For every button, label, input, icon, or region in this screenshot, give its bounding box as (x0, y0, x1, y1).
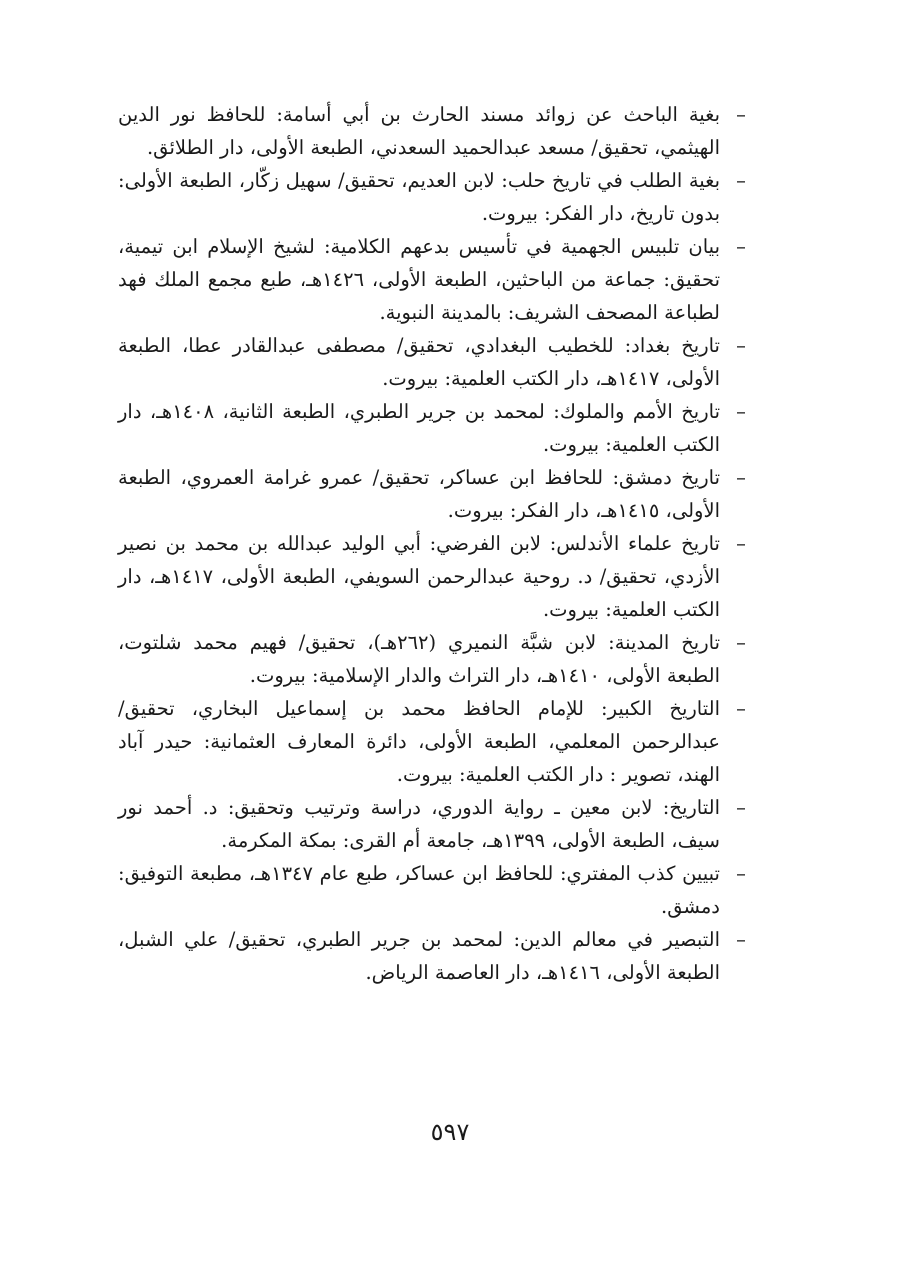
bibliography-entry (118, 791, 750, 857)
entry-text: تاريخ المدينة: لابن شبَّة النميري (٢٦٢هـ)، تحقيق/ فهيم محمد شلتوت، الطبعة الأولى، ١٤١٠هـ، دار التراث والدار الإسلامية: بيروت. (118, 631, 720, 687)
bibliography-entry (118, 626, 750, 692)
dash-bullet: – (736, 466, 746, 489)
bibliography-list (118, 98, 750, 989)
entry-text: بغية الطلب في تاريخ حلب: لابن العديم، تحقيق/ سهيل زكّار، الطبعة الأولى: بدون تاريخ، دار الفكر: بيروت. (118, 169, 720, 225)
entry-text: التاريخ: لابن معين ـ رواية الدوري، دراسة وترتيب وتحقيق: د. أحمد نور سيف، الطبعة الأولى، ١٣٩٩هـ، جامعة أم القرى: بمكة المكرمة. (118, 796, 720, 852)
entry-text: تاريخ الأمم والملوك: لمحمد بن جرير الطبري، الطبعة الثانية، ١٤٠٨هـ، دار الكتب العلمية: بيروت. (118, 400, 720, 456)
entry-text: بغية الباحث عن زوائد مسند الحارث بن أبي أسامة: للحافظ نور الدين الهيثمي، تحقيق/ مسعد عبدالحميد السعدني، الطبعة الأولى، دار الطلائق. (118, 103, 720, 159)
dash-bullet: – (736, 697, 746, 720)
dash-bullet: – (736, 532, 746, 555)
bibliography-entry (118, 98, 750, 164)
dash-bullet: – (736, 169, 746, 192)
bibliography-entry (118, 329, 750, 395)
dash-bullet: – (736, 862, 746, 885)
entry-text: بيان تلبيس الجهمية في تأسيس بدعهم الكلامية: لشيخ الإسلام ابن تيمية، تحقيق: جماعة من الباحثين، الطبعة الأولى، ١٤٢٦هـ، طبع مجمع الملك فهد لطباعة المصحف الشريف: بالمدينة النبوية. (118, 235, 720, 324)
dash-bullet: – (736, 631, 746, 654)
entry-text: التبصير في معالم الدين: لمحمد بن جرير الطبري، تحقيق/ علي الشبل، الطبعة الأولى، ١٤١٦هـ، دار العاصمة الرياض. (118, 928, 720, 984)
bibliography-entry (118, 527, 750, 626)
bibliography-entry (118, 923, 750, 989)
dash-bullet: – (736, 334, 746, 357)
entry-text: تاريخ علماء الأندلس: لابن الفرضي: أبي الوليد عبدالله بن محمد بن نصير الأزدي، تحقيق/ د. روحية عبدالرحمن السويفي، الطبعة الأولى، ١٤١٧هـ، دار الكتب العلمية: بيروت. (118, 532, 720, 621)
dash-bullet: – (736, 103, 746, 126)
dash-bullet: – (736, 400, 746, 423)
bibliography-entry (118, 230, 750, 329)
bibliography-entry (118, 164, 750, 230)
entry-text: التاريخ الكبير: للإمام الحافظ محمد بن إسماعيل البخاري، تحقيق/ عبدالرحمن المعلمي، الطبعة الأولى، دائرة المعارف العثمانية: حيدر آباد الهند، تصوير : دار الكتب العلمية: بيروت. (118, 697, 720, 786)
dash-bullet: – (736, 796, 746, 819)
entry-text: تبيين كذب المفتري: للحافظ ابن عساكر، طبع عام ١٣٤٧هـ، مطبعة التوفيق: دمشق. (118, 862, 720, 918)
bibliography-entry (118, 395, 750, 461)
bibliography-entry (118, 461, 750, 527)
page-number: ٥٩٧ (430, 1118, 470, 1146)
bibliography-entry (118, 857, 750, 923)
dash-bullet: – (736, 235, 746, 258)
dash-bullet: – (736, 928, 746, 951)
entry-text: تاريخ دمشق: للحافظ ابن عساكر، تحقيق/ عمرو غرامة العمروي، الطبعة الأولى، ١٤١٥هـ، دار الفكر: بيروت. (118, 466, 720, 522)
entry-text: تاريخ بغداد: للخطيب البغدادي، تحقيق/ مصطفى عبدالقادر عطا، الطبعة الأولى، ١٤١٧هـ، دار الكتب العلمية: بيروت. (118, 334, 720, 390)
bibliography-entry (118, 692, 750, 791)
